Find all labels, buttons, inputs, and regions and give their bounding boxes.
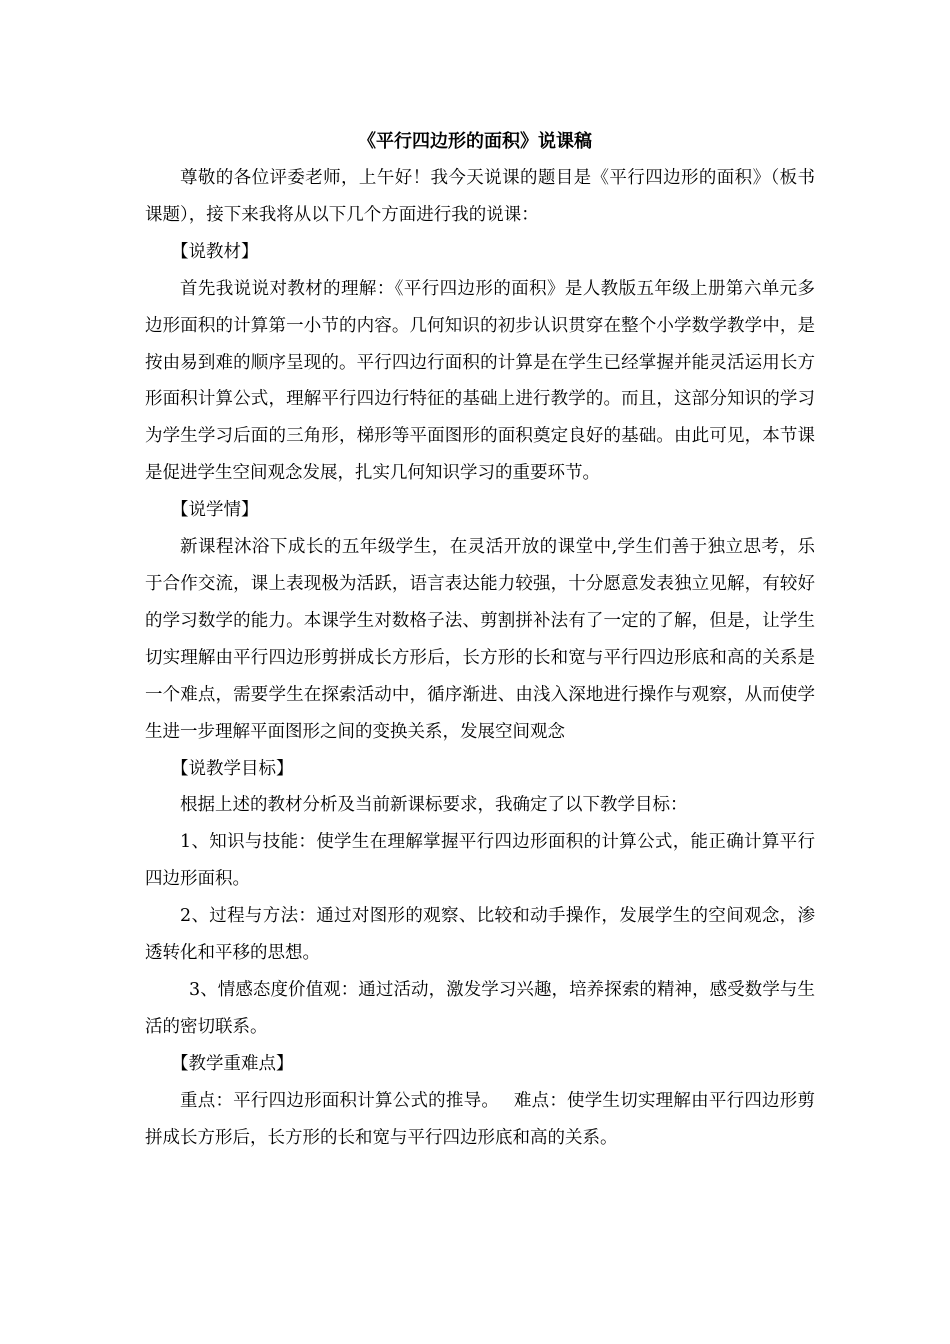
objective-process-paragraph: 2、过程与方法：通过对图形的观察、比较和动手操作，发展学生的空间观念，渗透转化和平移的思想。 — [145, 906, 815, 964]
section-heading-students: 【说学情】 — [171, 500, 259, 521]
document-title: 《平行四边形的面积》说课稿 — [358, 131, 592, 152]
document-body — [145, 160, 815, 1156]
textbook-paragraph: 首先我说说对教材的理解：《平行四边形的面积》是人教版五年级上册第六单元多边形面积的计算第一小节的内容。几何知识的初步认识贯穿在整个小学数学教学中，是按由易到难的顺序呈现的。平行四边行面积的计算是在学生已经掌握并能灵活运用长方形面积计算公式，理解平行四边行特征的基础上进行教学的。而且，这部分知识的学习为学生学习后面的三角形，梯形等平面图形的面积奠定良好的基础。由此可见，本节课是促进学生空间观念发展，扎实几何知识学习的重要环节。 — [145, 278, 815, 484]
students-paragraph: 新课程沐浴下成长的五年级学生，在灵活开放的课堂中,学生们善于独立思考，乐于合作交流，课上表现极为活跃，语言表达能力较强，十分愿意发表独立见解，有较好的学习数学的能力。本课学生对数格子法、剪割拼补法有了一定的了解，但是，让学生切实理解由平行四边形剪拼成长方形后，长方形的长和宽与平行四边形底和高的关系是一个难点，需要学生在探索活动中，循序渐进、由浅入深地进行操作与观察，从而使学生进一步理解平面图形之间的变换关系，发展空间观念 — [145, 537, 815, 742]
key-points-paragraph: 重点：平行四边形面积计算公式的推导。 难点：使学生切实理解由平行四边形剪拼成长方形后，长方形的长和宽与平行四边形底和高的关系。 — [145, 1090, 815, 1148]
objective-knowledge-paragraph: 1、知识与技能：使学生在理解掌握平行四边形面积的计算公式，能正确计算平行四边形面积。 — [145, 832, 815, 890]
intro-paragraph: 尊敬的各位评委老师，上午好！我今天说课的题目是《平行四边形的面积》（板书课题），接下来我将从以下几个方面进行我的说课： — [145, 168, 815, 225]
section-heading-key-points: 【教学重难点】 — [171, 1053, 294, 1074]
section-heading-objectives: 【说教学目标】 — [171, 758, 294, 779]
objective-attitude-paragraph: 3、情感态度价值观：通过活动，激发学习兴趣，培养探索的精神，感受数学与生活的密切联系。 — [145, 979, 815, 1037]
section-heading-textbook: 【说教材】 — [171, 241, 259, 262]
objectives-intro-paragraph: 根据上述的教材分析及当前新课标要求，我确定了以下教学目标： — [180, 795, 688, 816]
